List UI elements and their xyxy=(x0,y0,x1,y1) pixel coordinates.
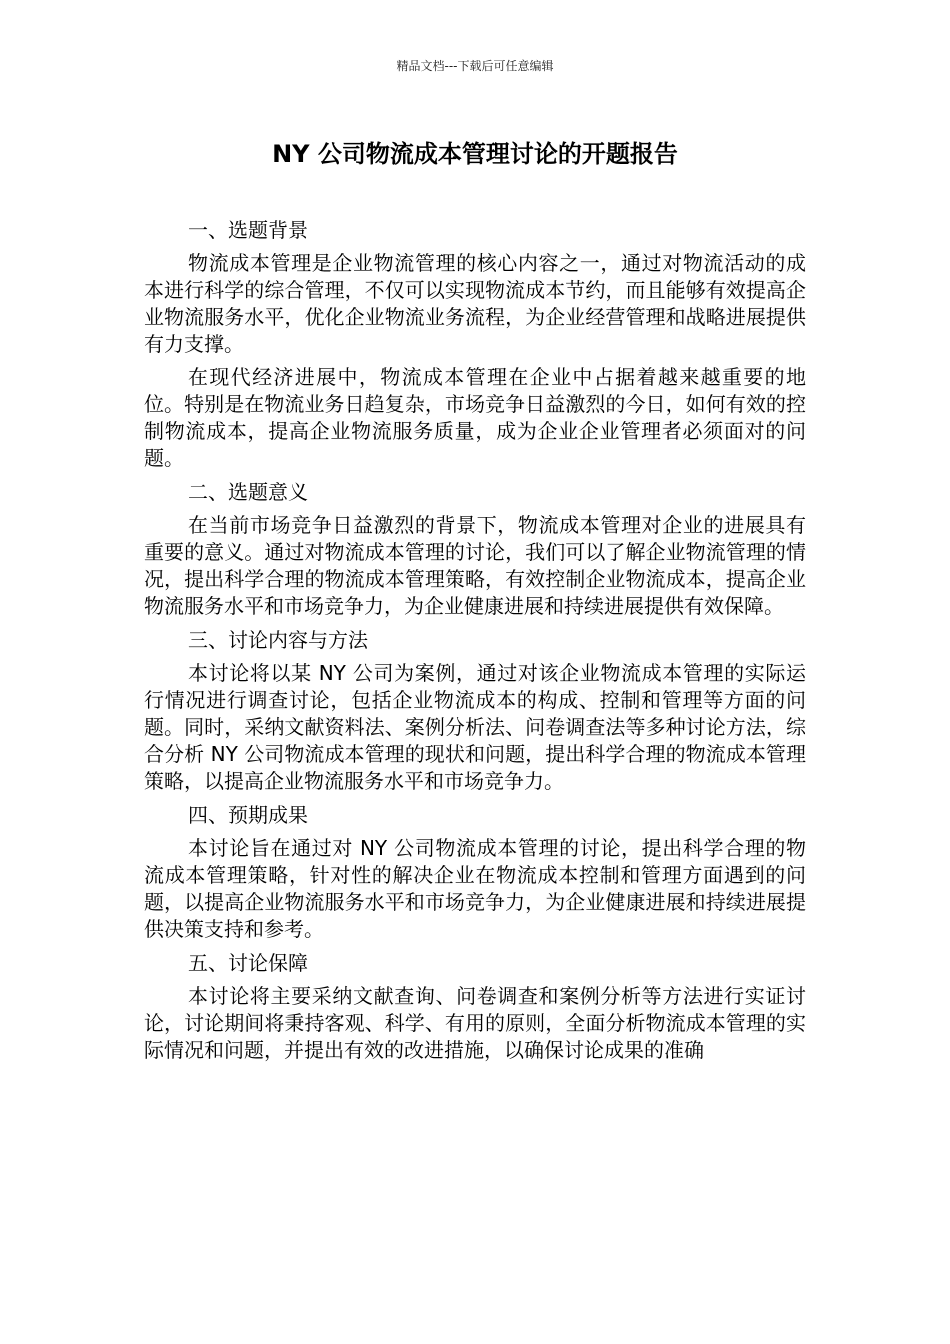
section-background xyxy=(144,216,806,472)
section-content-methods xyxy=(144,626,806,795)
section-heading: 三、讨论内容与方法 xyxy=(188,628,368,652)
paragraph: 在当前市场竞争日益激烈的背景下，物流成本管理对企业的进展具有重要的意义。通过对物流成本管理的讨论，我们可以了解企业物流管理的情况，提出科学合理的物流成本管理策略，有效控制企业物流成本，提高企业物流服务水平和市场竞争力，为企业健康进展和持续进展提供有效保障。 xyxy=(144,513,806,618)
section-heading: 二、选题意义 xyxy=(188,480,308,504)
section-significance xyxy=(144,478,806,620)
paragraph: 本讨论旨在通过对 NY 公司物流成本管理的讨论，提出科学合理的物流成本管理策略，针对性的解决企业在物流成本控制和管理方面遇到的问题，以提高企业物流服务水平和市场竞争力，为企业健康进展和持续进展提供决策支持和参考。 xyxy=(144,836,806,941)
paragraph: 在现代经济进展中，物流成本管理在企业中占据着越来越重要的地位。特别是在物流业务日趋复杂，市场竞争日益激烈的今日，如何有效的控制物流成本，提高企业物流服务质量，成为企业企业管理者必须面对的问题。 xyxy=(144,365,806,470)
section-heading: 五、讨论保障 xyxy=(188,951,308,975)
header-note: 精品文档---下载后可任意编辑 xyxy=(396,59,554,73)
section-expected-results xyxy=(144,801,806,943)
paragraph: 物流成本管理是企业物流管理的核心内容之一，通过对物流活动的成本进行科学的综合管理，不仅可以实现物流成本节约，而且能够有效提高企业物流服务水平，优化企业物流业务流程，为企业经营管理和战略进展提供有力支撑。 xyxy=(144,251,806,356)
section-guarantee xyxy=(144,949,806,1064)
paragraph: 本讨论将以某 NY 公司为案例，通过对该企业物流成本管理的实际运行情况进行调查讨论，包括企业物流成本的构成、控制和管理等方面的问题。同时，采纳文献资料法、案例分析法、问卷调查法等多种讨论方法，综合分析 NY 公司物流成本管理的现状和问题，提出科学合理的物流成本管理策略，以提高企业物流服务水平和市场竞争力。 xyxy=(144,661,806,793)
section-heading: 四、预期成果 xyxy=(188,803,308,827)
section-heading: 一、选题背景 xyxy=(188,218,308,242)
document-body xyxy=(144,216,806,1070)
document-title: NY 公司物流成本管理讨论的开题报告 xyxy=(272,140,678,168)
paragraph: 本讨论将主要采纳文献查询、问卷调查和案例分析等方法进行实证讨论，讨论期间将秉持客观、科学、有用的原则，全面分析物流成本管理的实际情况和问题，并提出有效的改进措施，以确保讨论成果的准确 xyxy=(144,984,806,1062)
